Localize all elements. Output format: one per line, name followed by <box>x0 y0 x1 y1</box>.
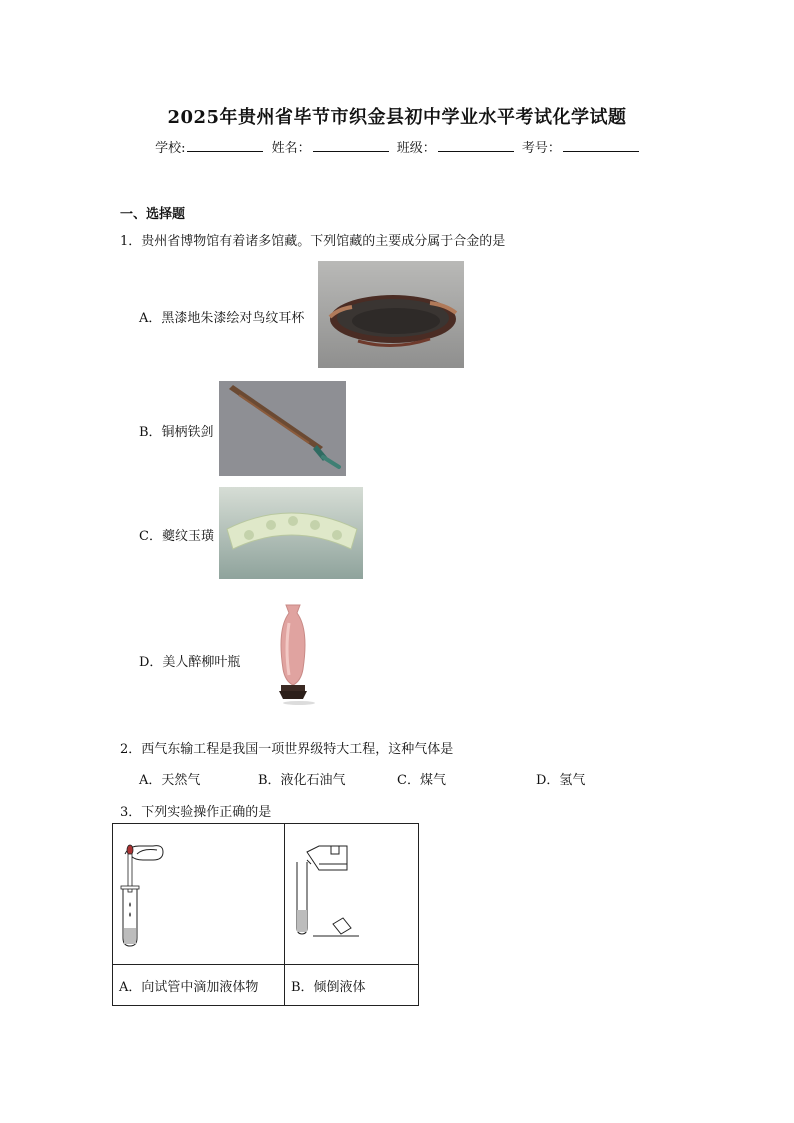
class-label: 班级： <box>396 141 436 156</box>
page-title: 2025年贵州省毕节市织金县初中学业水平考试化学试题 <box>167 107 627 128</box>
q2-option-c: C．煤气 <box>397 773 446 788</box>
question-2-stem: 2．西气东输工程是我国一项世界级特大工程，这种气体是 <box>120 742 454 757</box>
name-blank[interactable] <box>313 139 389 152</box>
school-label: 学校: <box>155 141 186 156</box>
jade-huang-image <box>219 487 363 579</box>
number-label: 考号： <box>521 141 561 156</box>
experiment-table <box>112 823 419 1006</box>
q2-option-b: B．液化石油气 <box>258 773 346 788</box>
section-heading: 一、选择题 <box>120 207 186 222</box>
experiment-a-caption: A．向试管中滴加液体物 <box>113 965 285 1006</box>
bronze-iron-sword-image <box>219 381 346 476</box>
experiment-a-figure <box>113 824 285 965</box>
lacquer-cup-image <box>318 261 464 368</box>
q1-option-a-label: A．黑漆地朱漆绘对鸟纹耳杯 <box>139 311 305 326</box>
school-blank[interactable] <box>187 139 263 152</box>
number-blank[interactable] <box>563 139 639 152</box>
experiment-b-figure <box>285 824 419 965</box>
willow-leaf-vase-image <box>269 599 317 709</box>
q1-option-c-label: C．夔纹玉璜 <box>139 529 214 544</box>
q2-option-a: A．天然气 <box>139 773 201 788</box>
q1-option-b-label: B．铜柄铁剑 <box>139 425 214 440</box>
pouring-liquid-icon <box>285 824 418 960</box>
q2-option-d: D．氢气 <box>536 773 586 788</box>
class-blank[interactable] <box>438 139 514 152</box>
name-label: 姓名： <box>271 141 311 156</box>
question-3-stem: 3．下列实验操作正确的是 <box>120 805 272 820</box>
q1-option-d-label: D．美人醉柳叶瓶 <box>139 655 241 670</box>
dropper-test-tube-icon <box>113 824 284 960</box>
student-info-line <box>0 137 794 156</box>
experiment-b-caption: B．倾倒液体 <box>285 965 419 1006</box>
question-1-stem: 1．贵州省博物馆有着诸多馆藏。下列馆藏的主要成分属于合金的是 <box>120 234 506 249</box>
